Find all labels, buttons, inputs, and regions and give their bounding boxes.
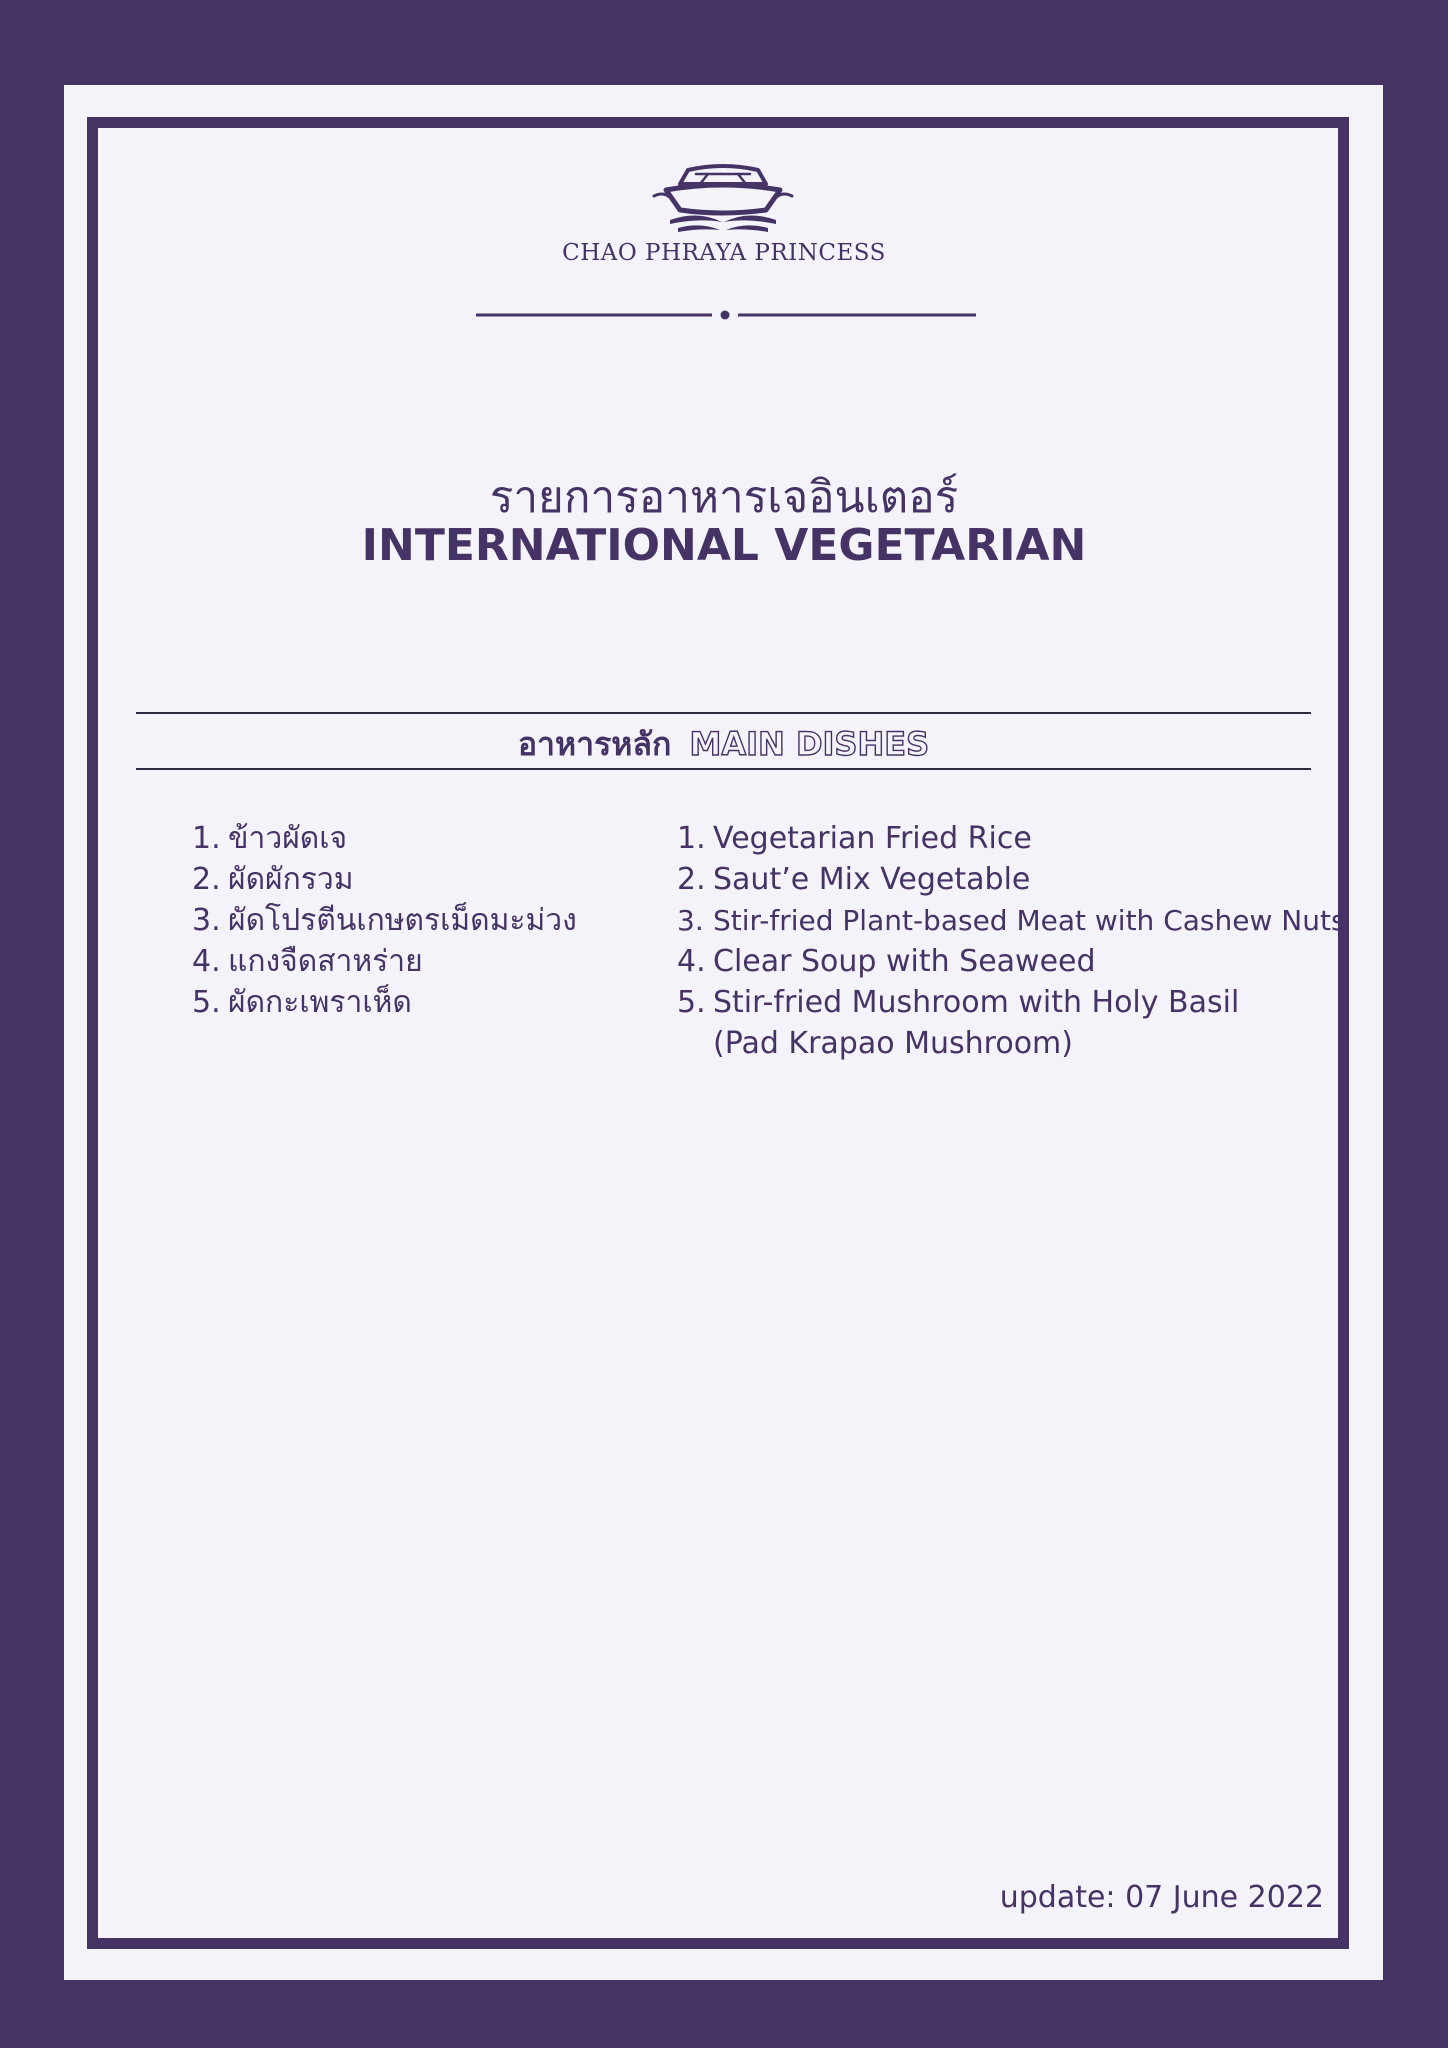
ornament-divider: [476, 305, 976, 325]
dish-list-thai: [192, 818, 577, 1023]
dish-item-english: 5. Stir-fried Mushroom with Holy Basil (Pad Krapao Mushroom): [677, 982, 1346, 1064]
dish-item-thai: 5. ผัดกะเพราเห็ด: [192, 985, 412, 1020]
section-heading-english: MAIN DISHES: [689, 725, 930, 763]
section-rule-top: [136, 712, 1311, 714]
section-heading-thai: อาหารหลัก: [517, 725, 672, 763]
dish-item-english: 2. Saut’e Mix Vegetable: [677, 862, 1031, 897]
dish-item-thai: 3. ผัดโปรตีนเกษตรเม็ดมะม่วง: [192, 903, 577, 938]
menu-title-english: INTERNATIONAL VEGETARIAN: [361, 520, 1087, 571]
dish-item-subtitle: (Pad Krapao Mushroom): [713, 1026, 1073, 1061]
dish-item-english: 1. Vegetarian Fried Rice: [677, 821, 1032, 856]
brand-name: CHAO PHRAYA PRINCESS: [562, 240, 886, 266]
dish-item-thai: 4. แกงจืดสาหร่าย: [192, 944, 423, 979]
menu-title-thai: รายการอาหารเจอินเตอร์: [489, 472, 959, 523]
dish-item-thai: 2. ผัดผักรวม: [192, 862, 354, 897]
dish-item-english: 4. Clear Soup with Seaweed: [677, 944, 1096, 979]
section-rule-bottom: [136, 768, 1311, 770]
boat-logo-icon: [648, 162, 798, 238]
dish-item-thai: 1. ข้าวผัดเจ: [192, 821, 348, 856]
dish-list-english: [677, 818, 1346, 1064]
update-date: update: 07 June 2022: [999, 1880, 1324, 1915]
section-heading: [136, 718, 1311, 770]
dish-item-english: 3. Stir-fried Plant-based Meat with Cashew Nuts: [677, 904, 1346, 937]
